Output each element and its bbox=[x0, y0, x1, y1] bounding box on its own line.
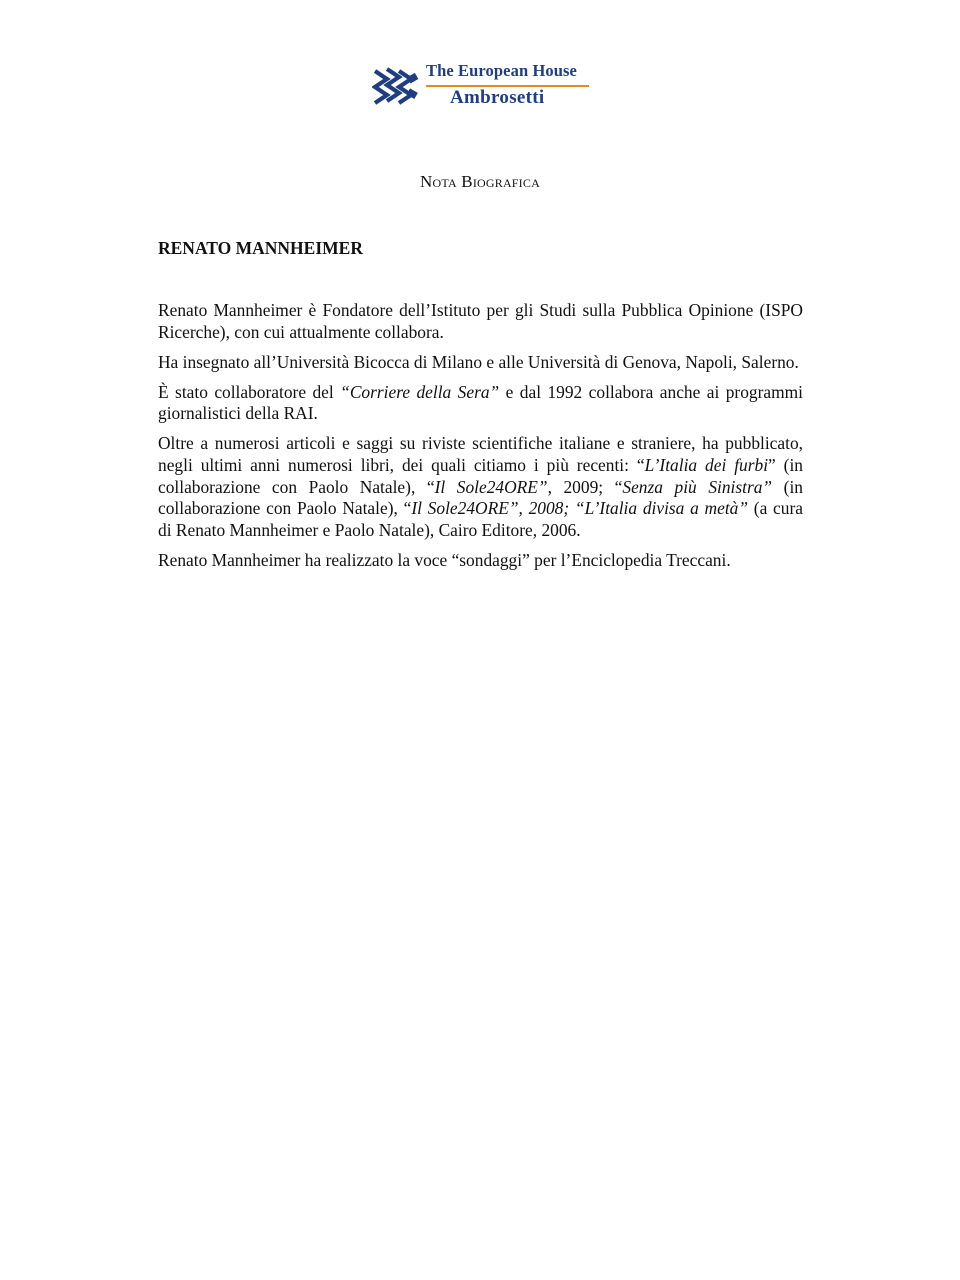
person-name: RENATO MANNHEIMER bbox=[158, 238, 363, 258]
company-logo bbox=[372, 60, 594, 112]
biography-body bbox=[158, 300, 803, 580]
bio-paragraph-2: Ha insegnato all’Università Bicocca di Milano e alle Università di Genova, Napoli, Salerno. bbox=[158, 351, 799, 372]
italic-title: Il Sole24ORE” bbox=[434, 476, 548, 497]
italic-title: “Corriere della Sera” bbox=[340, 381, 500, 402]
text-segment: e dal 1992 collabora anche ai programmi giornalistici della RAI. bbox=[158, 381, 803, 424]
logo-text-line1: The European House bbox=[426, 61, 577, 80]
text-segment: (in collaborazione con Paolo Natale), “ bbox=[158, 476, 803, 519]
logo-text-line2: Ambrosetti bbox=[450, 87, 545, 108]
ambrosetti-logo-icon bbox=[372, 65, 420, 107]
text-segment: Oltre a numerosi articoli e saggi su riviste scientifiche italiane e straniere, ha pubblicato, negli ultimi anni numerosi libri, dei quali citiamo i più recenti: “ bbox=[158, 433, 803, 476]
bio-paragraph-5: Renato Mannheimer ha realizzato la voce “sondaggi” per l’Enciclopedia Treccani. bbox=[158, 549, 731, 570]
text-segment: È stato collaboratore del bbox=[158, 381, 341, 402]
text-segment: ” (in collaborazione con Paolo Natale), “ bbox=[158, 455, 803, 497]
italic-title: L’Italia dei furbi bbox=[644, 455, 769, 476]
text-segment: , 2009; “ bbox=[547, 476, 623, 497]
italic-title: Senza più Sinistra” bbox=[622, 476, 773, 497]
bio-paragraph-3 bbox=[158, 382, 803, 425]
document-heading: Nota Biografica bbox=[420, 172, 540, 191]
text-segment: (a cura di Renato Mannheimer e Paolo Natale), Cairo Editore, 2006. bbox=[158, 498, 803, 540]
bio-paragraph-4 bbox=[158, 433, 803, 541]
italic-title: Il Sole24ORE”, 2008; “L’Italia divisa a metà” bbox=[411, 498, 749, 519]
bio-paragraph-1: Renato Mannheimer è Fondatore dell’Istituto per gli Studi sulla Pubblica Opinione (ISPO Ricerche), con cui attualmente collabora. bbox=[158, 300, 803, 342]
